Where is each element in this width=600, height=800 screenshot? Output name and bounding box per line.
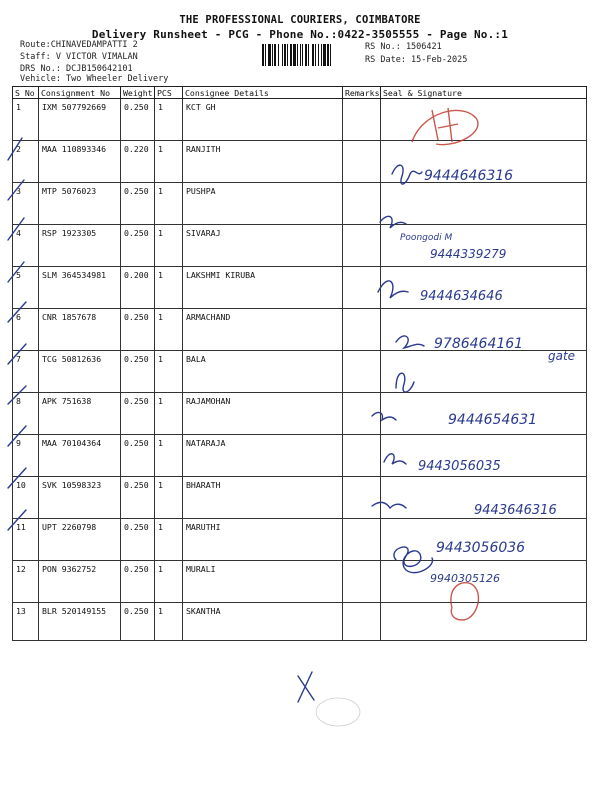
- cell-consignment: SLM 364534981: [39, 267, 121, 309]
- barcode-bar: [282, 44, 283, 66]
- barcode-bar: [327, 44, 329, 66]
- col-remarks: Remarks: [343, 87, 381, 99]
- cell-consignment: MTP 5076023: [39, 183, 121, 225]
- cell-consignment: APK 751638: [39, 393, 121, 435]
- cell-sno: 6: [13, 309, 39, 351]
- barcode-bar: [290, 44, 292, 66]
- handwritten-phone: 9786464161: [434, 336, 524, 352]
- barcode-bar: [284, 44, 286, 66]
- cell-weight: 0.250: [121, 603, 155, 641]
- cell-pcs: 1: [155, 225, 183, 267]
- cell-signature: [381, 267, 587, 309]
- cell-sno: 7: [13, 351, 39, 393]
- cell-signature: [381, 309, 587, 351]
- runsheet-table: [12, 86, 587, 641]
- cell-pcs: 1: [155, 477, 183, 519]
- cell-consignee: LAKSHMI KIRUBA: [183, 267, 343, 309]
- table-row: [13, 393, 587, 435]
- cell-sno: 13: [13, 603, 39, 641]
- cell-signature: [381, 225, 587, 267]
- cell-pcs: 1: [155, 435, 183, 477]
- cell-consignee: SIVARAJ: [183, 225, 343, 267]
- cell-signature: [381, 519, 587, 561]
- barcode-bar: [268, 44, 271, 66]
- table-row: [13, 435, 587, 477]
- cell-sno: 5: [13, 267, 39, 309]
- cell-remarks: [343, 225, 381, 267]
- cell-consignee: BHARATH: [183, 477, 343, 519]
- cell-consignee: KCT GH: [183, 99, 343, 141]
- handwritten-text: Poongodi M: [400, 233, 453, 243]
- cell-remarks: [343, 393, 381, 435]
- cell-remarks: [343, 141, 381, 183]
- barcode-bar: [265, 44, 266, 66]
- col-pcs: PCS: [155, 87, 183, 99]
- cell-consignment: PON 9362752: [39, 561, 121, 603]
- cell-consignment: MAA 110893346: [39, 141, 121, 183]
- table-row: [13, 351, 587, 393]
- table-row: [13, 99, 587, 141]
- cell-pcs: 1: [155, 309, 183, 351]
- cell-signature: [381, 183, 587, 225]
- cell-consignee: RANJITH: [183, 141, 343, 183]
- col-consignment: Consignment No: [39, 87, 121, 99]
- barcode-bar: [323, 44, 326, 66]
- handwritten-text: gate: [548, 349, 576, 363]
- cell-consignee: MARUTHI: [183, 519, 343, 561]
- cell-consignee: PUSHPA: [183, 183, 343, 225]
- drs-number: DRS No.: DCJB150642101: [20, 64, 133, 74]
- cell-signature: [381, 435, 587, 477]
- cell-remarks: [343, 99, 381, 141]
- cell-weight: 0.250: [121, 477, 155, 519]
- cell-weight: 0.250: [121, 519, 155, 561]
- runsheet-subtitle: Delivery Runsheet - PCG - Phone No.:0422-3505555 - Page No.:1: [91, 28, 509, 41]
- barcode-bar: [272, 44, 273, 66]
- cell-consignment: IXM 507792669: [39, 99, 121, 141]
- table-row: [13, 183, 587, 225]
- cell-consignee: SKANTHA: [183, 603, 343, 641]
- cell-sno: 11: [13, 519, 39, 561]
- cell-remarks: [343, 519, 381, 561]
- table-row: [13, 141, 587, 183]
- cell-sno: 2: [13, 141, 39, 183]
- barcode-bar: [315, 44, 316, 66]
- cell-weight: 0.200: [121, 267, 155, 309]
- cell-remarks: [343, 351, 381, 393]
- cell-weight: 0.250: [121, 351, 155, 393]
- cell-weight: 0.250: [121, 183, 155, 225]
- cell-pcs: 1: [155, 603, 183, 641]
- barcode-bar: [278, 44, 279, 66]
- handwritten-mark: [298, 672, 314, 702]
- barcode-bar: [305, 44, 307, 66]
- vehicle-label: Vehicle: Two Wheeler Delivery: [20, 74, 169, 84]
- cell-sno: 8: [13, 393, 39, 435]
- cell-consignee: ARMACHAND: [183, 309, 343, 351]
- cell-sno: 9: [13, 435, 39, 477]
- col-weight: Weight: [121, 87, 155, 99]
- cell-signature: [381, 477, 587, 519]
- handwritten-phone: 9444654631: [448, 412, 538, 428]
- cell-pcs: 1: [155, 183, 183, 225]
- barcode-bar: [321, 44, 322, 66]
- cell-remarks: [343, 309, 381, 351]
- cell-pcs: 1: [155, 141, 183, 183]
- cell-consignment: UPT 2260798: [39, 519, 121, 561]
- barcode-bar: [274, 44, 276, 66]
- barcode-bar: [262, 44, 264, 66]
- cell-signature: [381, 603, 587, 641]
- barcode-bar: [318, 44, 319, 66]
- handwritten-phone: 9443056036: [436, 540, 526, 556]
- cell-sno: 3: [13, 183, 39, 225]
- cell-signature: [381, 141, 587, 183]
- cell-consignment: SVK 10598323: [39, 477, 121, 519]
- cell-sno: 12: [13, 561, 39, 603]
- cell-sno: 4: [13, 225, 39, 267]
- cell-weight: 0.250: [121, 309, 155, 351]
- col-signature: Seal & Signature: [381, 87, 587, 99]
- cell-remarks: [343, 267, 381, 309]
- cell-consignment: MAA 70104364: [39, 435, 121, 477]
- runsheet-title: THE PROFESSIONAL COURIERS, COIMBATORE: [179, 14, 421, 26]
- table-header-row: [13, 87, 587, 99]
- table-row: [13, 603, 587, 641]
- route-label: Route:CHINAVEDAMPATTI 2: [20, 40, 138, 50]
- rs-number: RS No.: 1506421: [365, 42, 442, 52]
- staff-label: Staff: V VICTOR VIMALAN: [20, 52, 138, 62]
- cell-consignee: BALA: [183, 351, 343, 393]
- cell-weight: 0.250: [121, 561, 155, 603]
- cell-remarks: [343, 603, 381, 641]
- cell-remarks: [343, 477, 381, 519]
- barcode-bar: [312, 44, 314, 66]
- table-row: [13, 309, 587, 351]
- cell-remarks: [343, 183, 381, 225]
- table-row: [13, 225, 587, 267]
- cell-pcs: 1: [155, 99, 183, 141]
- cell-signature: [381, 99, 587, 141]
- cell-weight: 0.250: [121, 393, 155, 435]
- barcode-bar: [293, 44, 296, 66]
- handwritten-phone: 9444646316: [424, 168, 514, 184]
- cell-sno: 1: [13, 99, 39, 141]
- barcode-bar: [297, 44, 298, 66]
- cell-pcs: 1: [155, 519, 183, 561]
- faint-stamp: [316, 698, 360, 726]
- cell-pcs: 1: [155, 561, 183, 603]
- cell-consignee: MURALI: [183, 561, 343, 603]
- cell-signature: [381, 561, 587, 603]
- col-consignee: Consignee Details: [183, 87, 343, 99]
- barcode-image: [262, 44, 356, 66]
- cell-weight: 0.250: [121, 435, 155, 477]
- handwritten-phone: 9443056035: [418, 459, 501, 474]
- cell-consignee: RAJAMOHAN: [183, 393, 343, 435]
- cell-weight: 0.250: [121, 99, 155, 141]
- table-row: [13, 477, 587, 519]
- cell-signature: [381, 393, 587, 435]
- cell-consignment: RSP 1923305: [39, 225, 121, 267]
- handwritten-phone: 9444339279: [430, 247, 507, 261]
- barcode-bar: [287, 44, 288, 66]
- handwritten-phone: 9443646316: [474, 503, 557, 518]
- table-row: [13, 561, 587, 603]
- handwritten-phone: 9444634646: [420, 289, 503, 304]
- cell-pcs: 1: [155, 351, 183, 393]
- barcode-bar: [330, 44, 331, 66]
- cell-consignment: CNR 1857678: [39, 309, 121, 351]
- cell-sno: 10: [13, 477, 39, 519]
- col-sno: S No: [13, 87, 39, 99]
- handwritten-phone: 9940305126: [430, 572, 500, 585]
- cell-consignment: TCG 50812636: [39, 351, 121, 393]
- cell-consignment: BLR 520149155: [39, 603, 121, 641]
- cell-remarks: [343, 561, 381, 603]
- cell-weight: 0.250: [121, 225, 155, 267]
- cell-pcs: 1: [155, 267, 183, 309]
- cell-weight: 0.220: [121, 141, 155, 183]
- table-row: [13, 519, 587, 561]
- barcode-bar: [300, 44, 301, 66]
- barcode-bar: [308, 44, 309, 66]
- cell-remarks: [343, 435, 381, 477]
- table-row: [13, 267, 587, 309]
- barcode-bar: [302, 44, 303, 66]
- cell-signature: [381, 351, 587, 393]
- cell-pcs: 1: [155, 393, 183, 435]
- rs-date: RS Date: 15-Feb-2025: [365, 55, 468, 65]
- cell-consignee: NATARAJA: [183, 435, 343, 477]
